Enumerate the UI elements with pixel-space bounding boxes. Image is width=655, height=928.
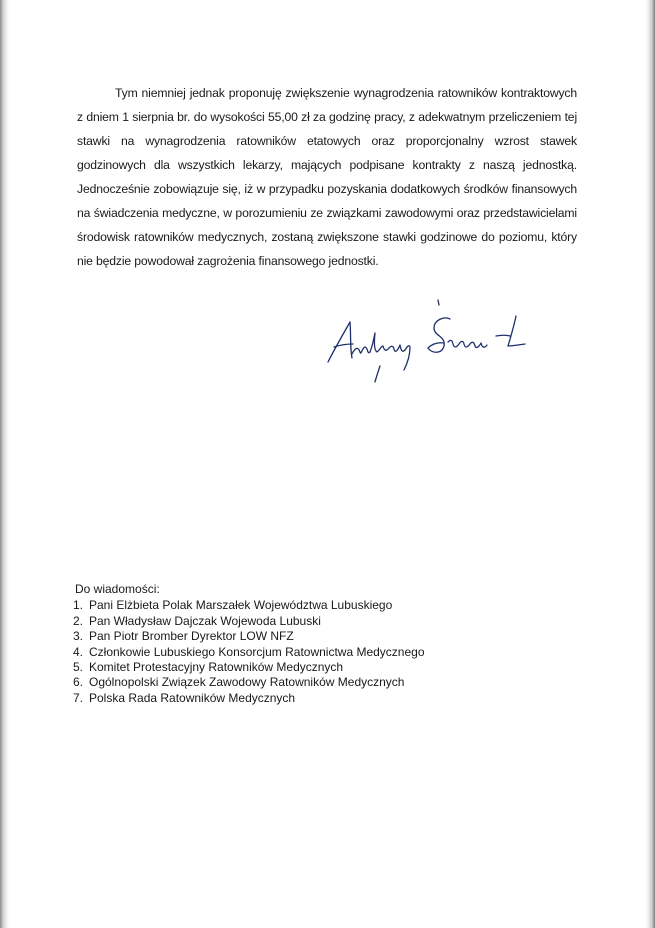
list-item (61, 645, 481, 660)
list-item-text: Członkowie Lubuskiego Konsorcjum Ratownictwa Medycznego (89, 644, 425, 659)
list-item-number: 2. (72, 613, 83, 628)
recipients-list (61, 598, 481, 706)
list-item-number: 7. (72, 690, 83, 705)
letter-paragraph: Tym niemniej jednak proponuję zwiększenie wynagrodzenia ratowników kontraktowych z dniem 1 sierpnia br. do wysokości 55,00 zł za godzinę pracy, z adekwatnym przeliczeniem tej stawki na wynagrodzenia ratowników etatowych oraz proporcjonalny wzrost stawek godzinowych dla wszystkich lekarzy, mających podpisane kontrakty z naszą jednostką. Jednocześnie zobowiązuje się, iż w przypadku pozyskania dodatkowych środków finansowych na świadczenia medyczne, w porozumieniu ze związkami zawodowymi oraz przedstawicielami środowisk ratowników medycznych, zostaną zwiększone stawki godzinowe do poziomu, który nie będzie powodował zagrożenia finansowego jednostki. (77, 86, 577, 268)
scan-right-edge (646, 0, 655, 928)
list-item-text: Ogólnopolski Związek Zawodowy Ratowników Medycznych (89, 675, 405, 690)
handwritten-signature (320, 292, 540, 387)
list-item (61, 629, 481, 644)
list-item-number: 3. (72, 629, 83, 644)
list-item (61, 675, 481, 690)
list-item-text: Pan Władysław Dajczak Wojewoda Lubuski (89, 613, 321, 628)
scan-left-edge (0, 0, 9, 928)
list-item (61, 614, 481, 629)
list-item-number: 5. (72, 660, 83, 675)
list-item-number: 1. (72, 598, 83, 613)
list-item-number: 6. (72, 675, 83, 690)
list-item-number: 4. (72, 644, 83, 659)
list-item-text: Pani Elżbieta Polak Marszałek Województwa Lubuskiego (89, 598, 393, 613)
recipients-section (61, 582, 481, 706)
list-item-text: Komitet Protestacyjny Ratowników Medycznych (89, 660, 344, 675)
list-item (61, 598, 481, 613)
list-item-text: Polska Rada Ratowników Medycznych (89, 690, 296, 705)
list-item-text: Pan Piotr Bromber Dyrektor LOW NFZ (89, 629, 294, 644)
list-item (61, 691, 481, 706)
list-item (61, 660, 481, 675)
recipients-title: Do wiadomości: (75, 582, 160, 596)
